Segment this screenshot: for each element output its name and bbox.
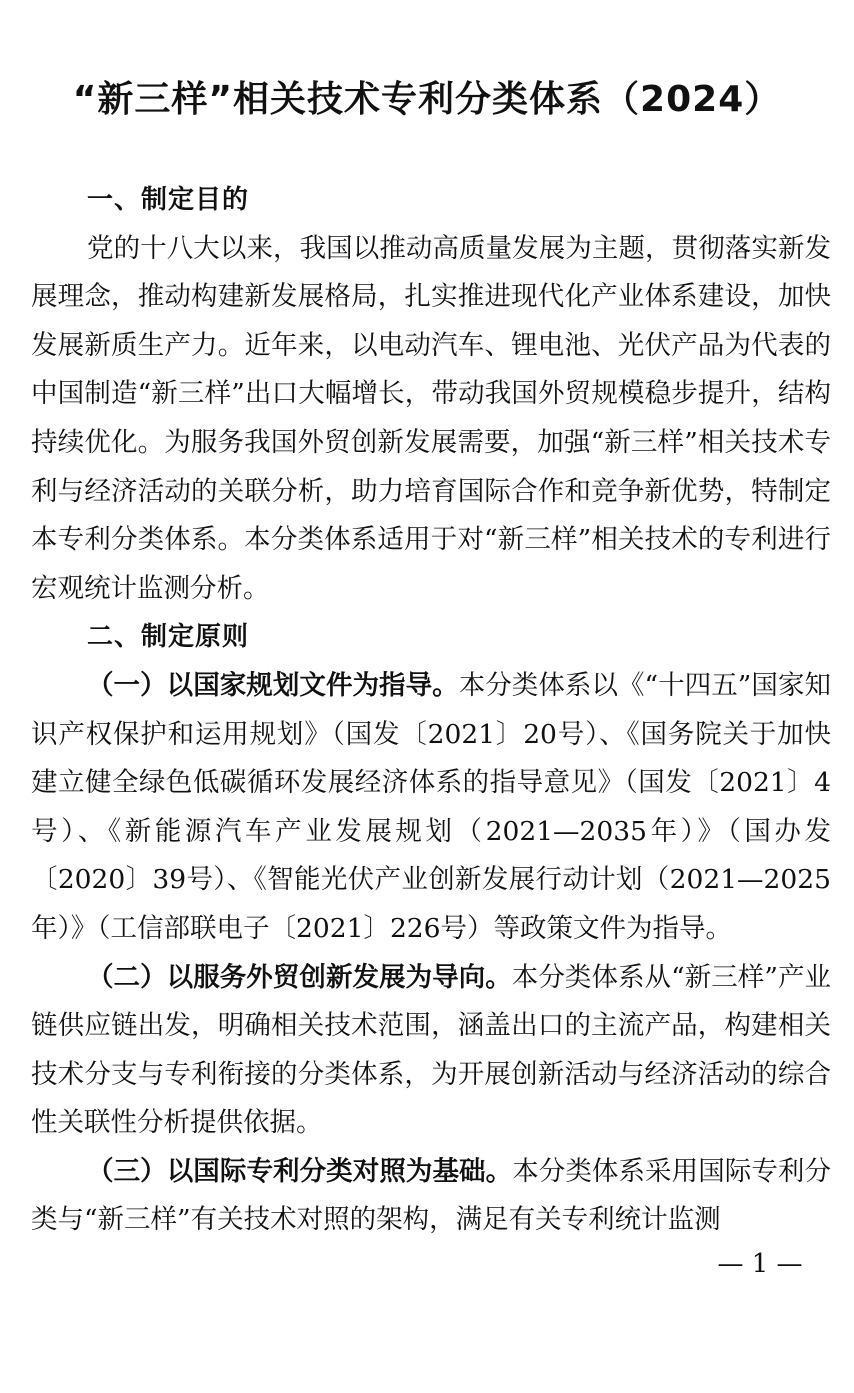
principle-lead-2: （二）以服务外贸创新发展为导向。 (87, 961, 512, 993)
document-body (31, 176, 831, 1245)
principle-lead-1: （一）以国家规划文件为指导。 (87, 669, 459, 701)
principle-text-2: 本分类体系从“新三样”产业链供应链出发，明确相关技术范围，涵盖出口的主流产品，构建相关技术分支与专利衔接的分类体系，为开展创新活动与经济活动的综合性关联性分析提供依据。 (31, 961, 831, 1139)
principle-lead-3: （三）以国际专利分类对照为基础。 (87, 1155, 513, 1187)
principle-paragraph-3 (31, 1148, 831, 1245)
principle-paragraph-2 (31, 954, 831, 1148)
page-number: — 1 — (717, 1249, 803, 1279)
purpose-paragraph: 党的十八大以来，我国以推动高质量发展为主题，贯彻落实新发展理念，推动构建新发展格局，扎实推进现代化产业体系建设，加快发展新质生产力。近年来，以电动汽车、锂电池、光伏产品为代表的中国制造“新三样”出口大幅增长，带动我国外贸规模稳步提升，结构持续优化。为服务我国外贸创新发展需要，加强“新三样”相关技术专利与经济活动的关联分析，助力培育国际合作和竞争新优势，特制定本专利分类体系。本分类体系适用于对“新三样”相关技术的专利进行宏观统计监测分析。 (31, 232, 831, 604)
document-title: “新三样”相关技术专利分类体系（2024） (72, 79, 782, 120)
principle-text-3: 本分类体系采用国际专利分类与“新三样”有关技术对照的架构，满足有关专利统计监测 (31, 1155, 832, 1236)
section-heading-purpose: 一、制定目的 (87, 185, 250, 215)
principle-text-1: 本分类体系以《“十四五”国家知识产权保护和运用规划》（国发〔2021〕20号）、《国务院关于加快建立健全绿色低碳循环发展经济体系的指导意见》（国发〔2021〕4号）、《新能源汽车产业发展规划（2021—2035年）》（国办发〔2020〕39号）、《智能光伏产业创新发展行动计划（2021—2025年）》（工信部联电子〔2021〕226号）等政策文件为指导。 (31, 669, 831, 944)
principle-paragraph-1 (31, 662, 831, 954)
section-heading-principles: 二、制定原则 (87, 622, 250, 653)
